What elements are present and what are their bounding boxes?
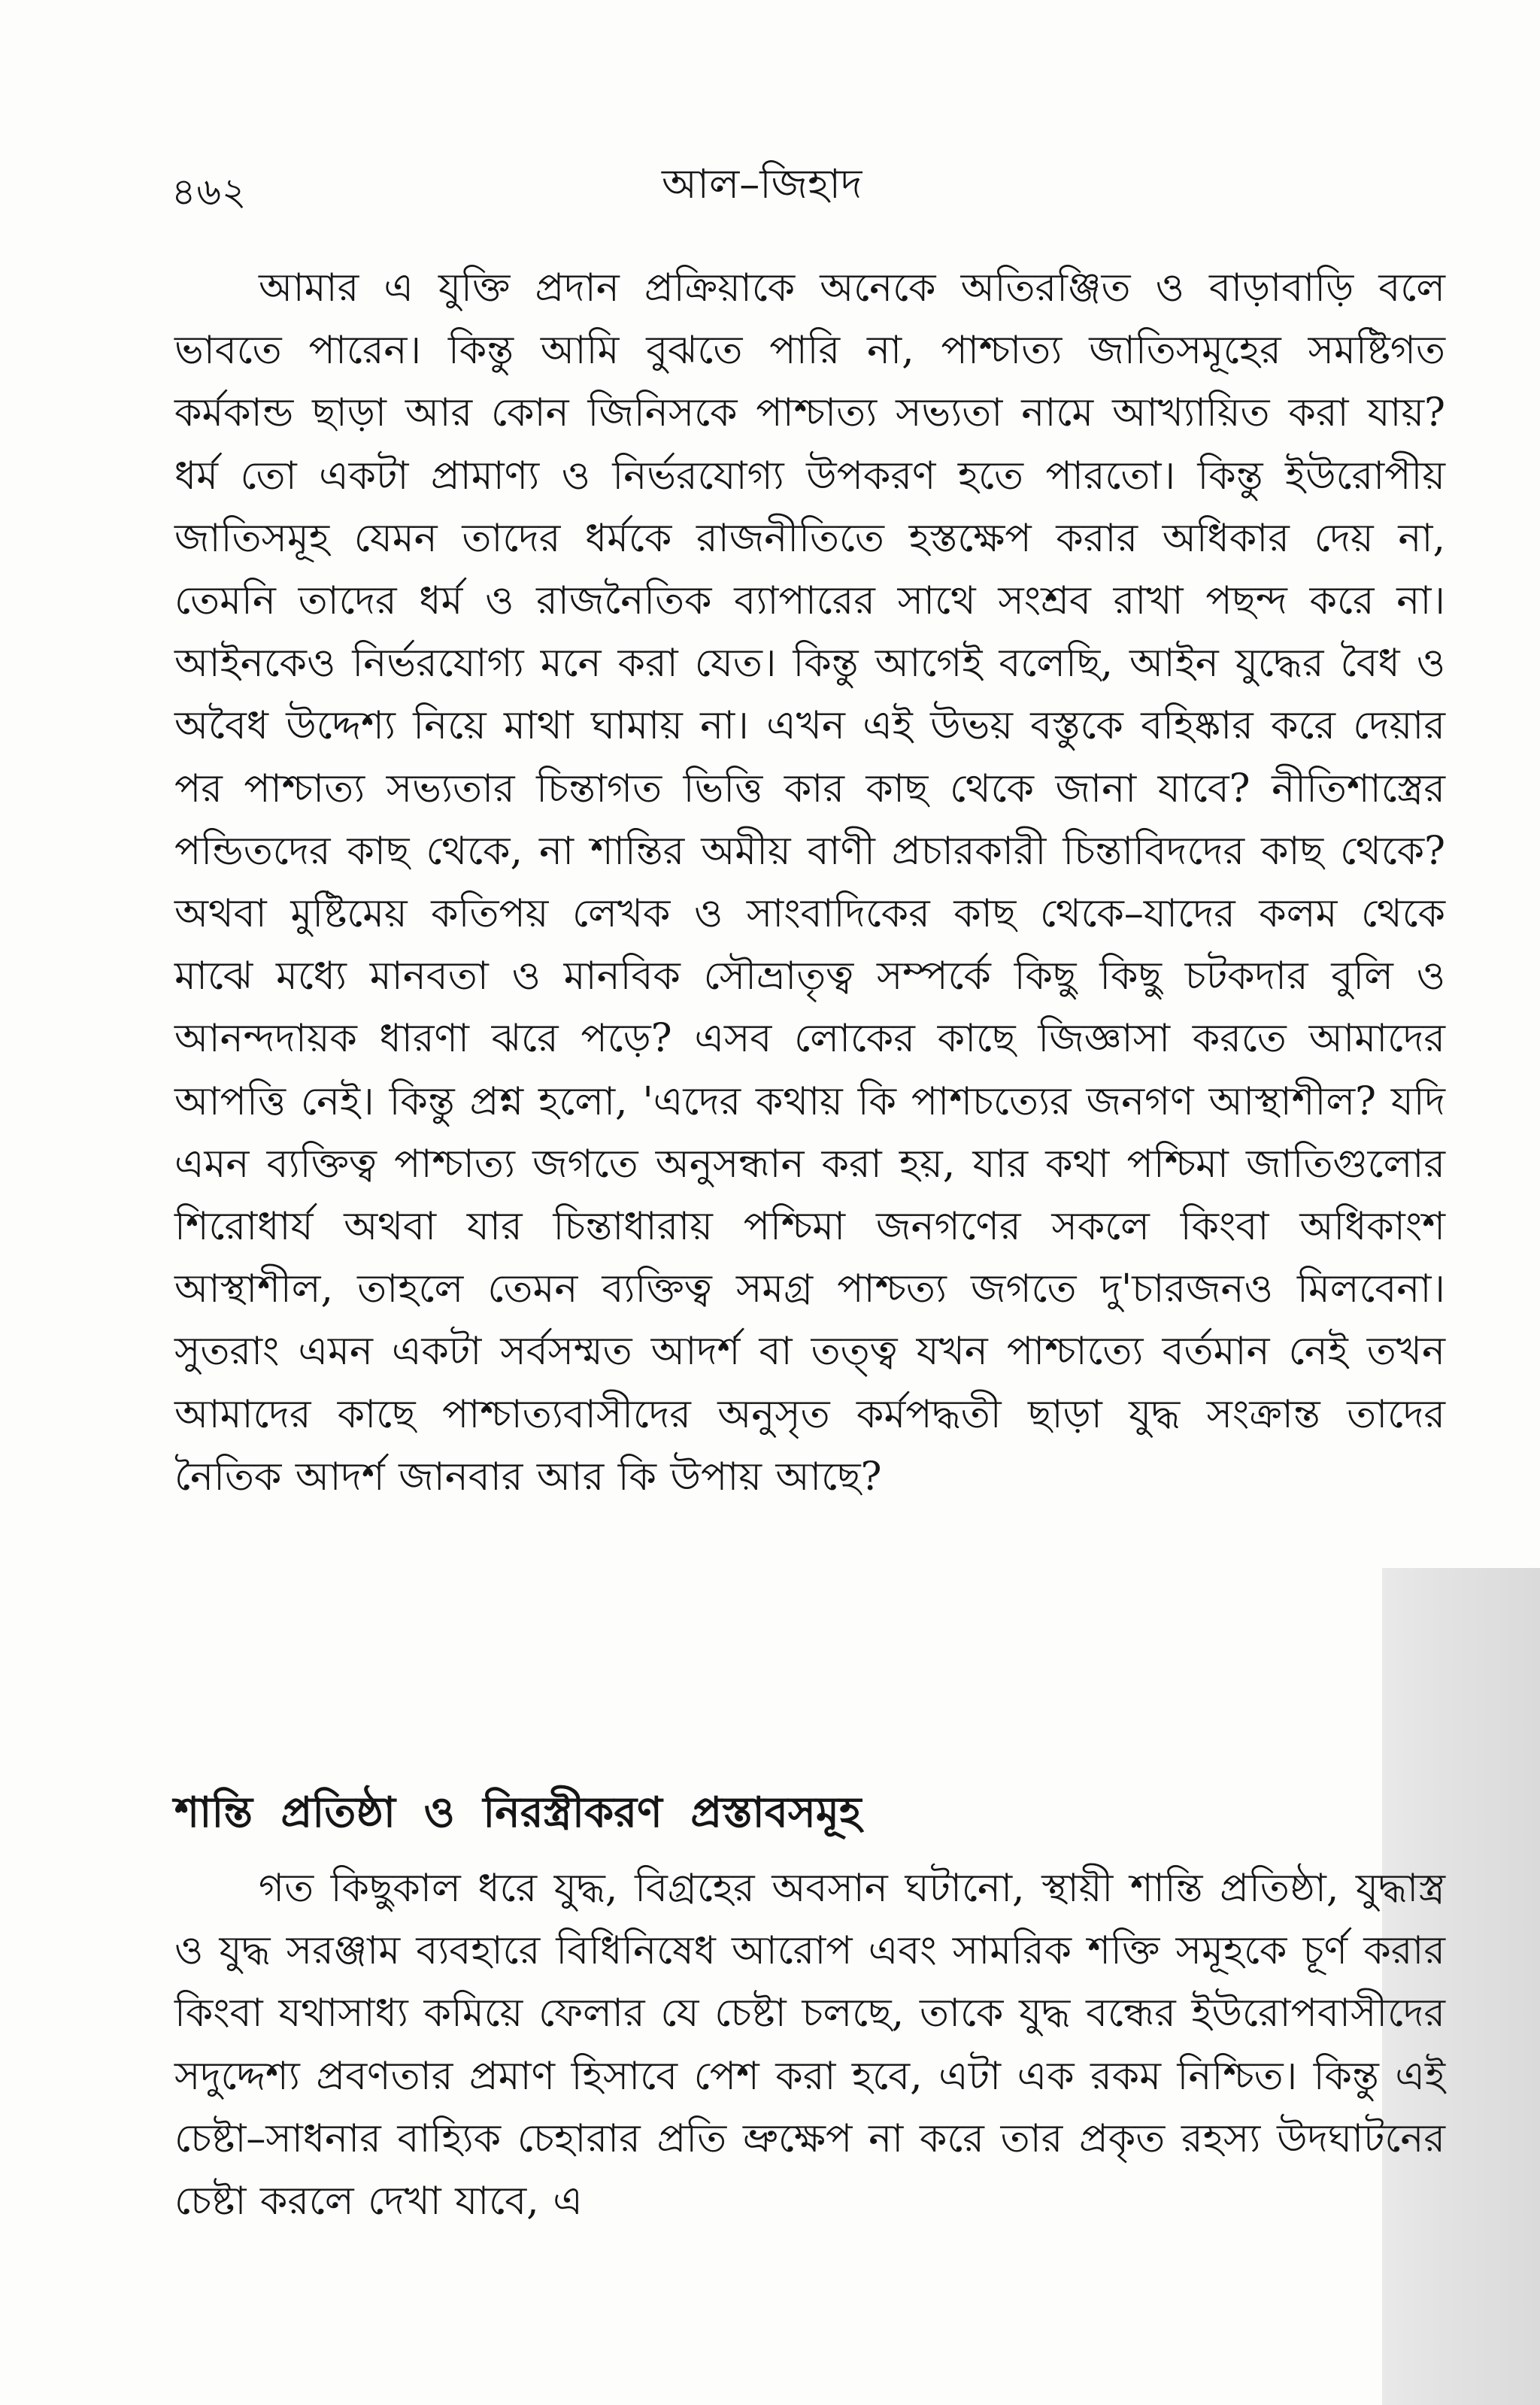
page-number: ৪৬২ xyxy=(171,170,247,214)
paragraph-1: আমার এ যুক্তি প্রদান প্রক্রিয়াকে অনেকে অতিরঞ্জিত ও বাড়াবাড়ি বলে ভাবতে পারেন। কিন্তু আমি বুঝতে পারি না, পাশ্চাত্য জাতিসমূহের সমষ্টিগত কর্মকান্ড ছাড়া আর কোন জিনিসকে পাশ্চাত্য সভ্যতা নামে আখ্যায়িত করা যায়? ধর্ম তো একটা প্রামাণ্য ও নির্ভরযোগ্য উপকরণ হতে পারতো। কিন্তু ইউরোপীয় জাতিসমূহ যেমন তাদের ধর্মকে রাজনীতিতে হস্তক্ষেপ করার অধিকার দেয় না, তেমনি তাদের ধর্ম ও রাজনৈতিক ব্যাপারের সাথে সংশ্রব রাখা পছন্দ করে না। আইনকেও নির্ভরযোগ্য মনে করা যেত। কিন্তু আগেই বলেছি, আইন যুদ্ধের বৈধ ও অবৈধ উদ্দেশ্য নিয়ে মাথা ঘামায় না। এখন এই উভয় বস্তুকে বহিষ্কার করে দেয়ার পর পাশ্চাত্য সভ্যতার চিন্তাগত ভিত্তি কার কাছ থেকে জানা যাবে? নীতিশাস্ত্রের পন্ডিতদের কাছ থেকে, না শান্তির অমীয় বাণী প্রচারকারী চিন্তাবিদদের কাছ থেকে? অথবা মুষ্টিমেয় কতিপয় লেখক ও সাংবাদিকের কাছ থেকে–যাদের কলম থেকে মাঝে মধ্যে মানবতা ও মানবিক সৌভ্রাতৃত্ব সম্পর্কে কিছু কিছু চটকদার বুলি ও আনন্দদায়ক ধারণা ঝরে পড়ে? এসব লোকের কাছে জিজ্ঞাসা করতে আমাদের আপত্তি নেই। কিন্তু প্রশ্ন হলো, 'এদের কথায় কি পাশচত্যের জনগণ আস্থাশীল? যদি এমন ব্যক্তিত্ব পাশ্চাত্য জগতে অনুসন্ধান করা হয়, যার কথা পশ্চিমা জাতিগুলোর শিরোধার্য অথবা যার চিন্তাধারায় পশ্চিমা জনগণের সকলে কিংবা অধিকাংশ আস্থাশীল, তাহলে তেমন ব্যক্তিত্ব সমগ্র পাশ্চত্য জগতে দু'চারজনও মিলবেনা। সুতরাং এমন একটা সর্বসম্মত আদর্শ বা তত্ত্ব যখন পাশ্চাত্যে বর্তমান নেই তখন আমাদের কাছে পাশ্চাত্যবাসীদের অনুসৃত কর্মপদ্ধতী ছাড়া যুদ্ধ সংক্রান্ত তাদের নৈতিক আদর্শ জানবার আর কি উপায় আছে? xyxy=(174,265,1445,1500)
section-heading: শান্তি প্রতিষ্ঠা ও নিরস্ত্রীকরণ প্রস্তাবসমূহ xyxy=(174,1788,862,1837)
body-text-bottom xyxy=(174,1858,1445,2233)
running-title: আল–জিহাদ xyxy=(662,160,862,208)
body-text-top xyxy=(174,257,1445,1509)
paragraph-2: গত কিছুকাল ধরে যুদ্ধ, বিগ্রহের অবসান ঘটানো, স্থায়ী শান্তি প্রতিষ্ঠা, যুদ্ধাস্ত্র ও যুদ্ধ সরঞ্জাম ব্যবহারে বিধিনিষেধ আরোপ এবং সামরিক শক্তি সমূহকে চূর্ণ করার কিংবা যথাসাধ্য কমিয়ে ফেলার যে চেষ্টা চলছে, তাকে যুদ্ধ বন্ধের ইউরোপবাসীদের সদুদ্দেশ্য প্রবণতার প্রমাণ হিসাবে পেশ করা হবে, এটা এক রকম নিশ্চিত। কিন্তু এই চেষ্টা–সাধনার বাহ্যিক চেহারার প্রতি ভ্রুক্ষেপ না করে তার প্রকৃত রহস্য উদঘাটনের চেষ্টা করলে দেখা যাবে, এ xyxy=(174,1866,1445,2225)
